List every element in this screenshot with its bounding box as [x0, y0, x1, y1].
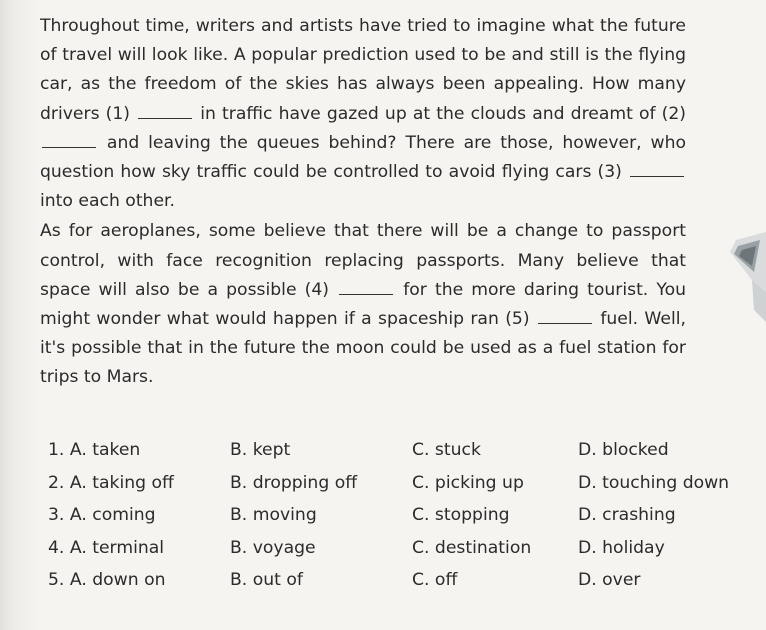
paragraph-1-text-1: Throughout time, writers and artists have tried to imagine what the future of travel will look like. A popular prediction used to be and still is the flying car, as the freedom of the skies has always been appealing. How many drivers (1) [40, 16, 686, 124]
question-1-option-c: C. stuck [412, 440, 481, 460]
blank-4 [339, 280, 393, 295]
paragraph-2-text-1: As for aeroplanes, some believe that there will be a change to passport control, with face recognition replacing passports. Many believe that space will also be a possible (4) [40, 221, 686, 300]
question-3-option-d: D. crashing [578, 505, 676, 525]
question-1-option-b: B. kept [230, 440, 291, 460]
paragraph-2 [40, 217, 686, 392]
question-5-option-a: 5. A. down on [48, 570, 166, 590]
blank-1 [138, 104, 192, 119]
question-2-option-c: C. picking up [412, 472, 524, 493]
question-row-4 [48, 538, 758, 571]
question-2-option-b: B. dropping off [230, 472, 358, 493]
question-list [48, 440, 758, 603]
question-row-1 [48, 440, 758, 473]
question-5-option-b: B. out of [230, 570, 303, 590]
question-2-option-a: 2. A. taking off [48, 472, 174, 493]
question-4-option-d: D. holiday [578, 537, 665, 558]
blank-5 [538, 309, 592, 324]
question-3-option-b: B. moving [230, 505, 317, 525]
question-row-3 [48, 505, 758, 538]
question-2-option-d: D. touching down [578, 472, 730, 493]
blank-2 [42, 133, 96, 148]
paragraph-1-text-2: in traffic have gazed up at the clouds and dreamt of (2) [200, 103, 686, 124]
question-4-option-a: 4. A. terminal [48, 537, 165, 558]
blank-3 [630, 162, 684, 177]
question-5-option-c: C. off [412, 570, 458, 590]
question-3-option-a: 3. A. coming [48, 505, 156, 525]
question-row-5 [48, 570, 758, 603]
question-1-option-a: 1. A. taken [48, 440, 141, 460]
paragraph-1-text-3: and leaving the queues behind? There are those, however, who question how sky traffic could be controlled to avoid flying cars (3) [40, 132, 686, 183]
reading-passage [40, 12, 686, 393]
paragraph-2-text-2: for the more daring tourist. You might wonder what would happen if a spaceship ran (5) [40, 279, 687, 330]
paragraph-1-text-4: into each other. [40, 191, 175, 212]
paragraph-1 [40, 12, 686, 216]
question-1-option-d: D. blocked [578, 440, 669, 460]
question-3-option-c: C. stopping [412, 505, 510, 525]
question-4-option-b: B. voyage [230, 537, 316, 558]
photo-fragment-icon [724, 232, 766, 322]
question-row-2 [48, 473, 758, 506]
paragraph-2-text-3: fuel. Well, it's possible that in the future the moon could be used as a fuel station for trips to Mars. [40, 309, 687, 388]
question-4-option-c: C. destination [412, 537, 532, 558]
question-5-option-d: D. over [578, 570, 641, 590]
